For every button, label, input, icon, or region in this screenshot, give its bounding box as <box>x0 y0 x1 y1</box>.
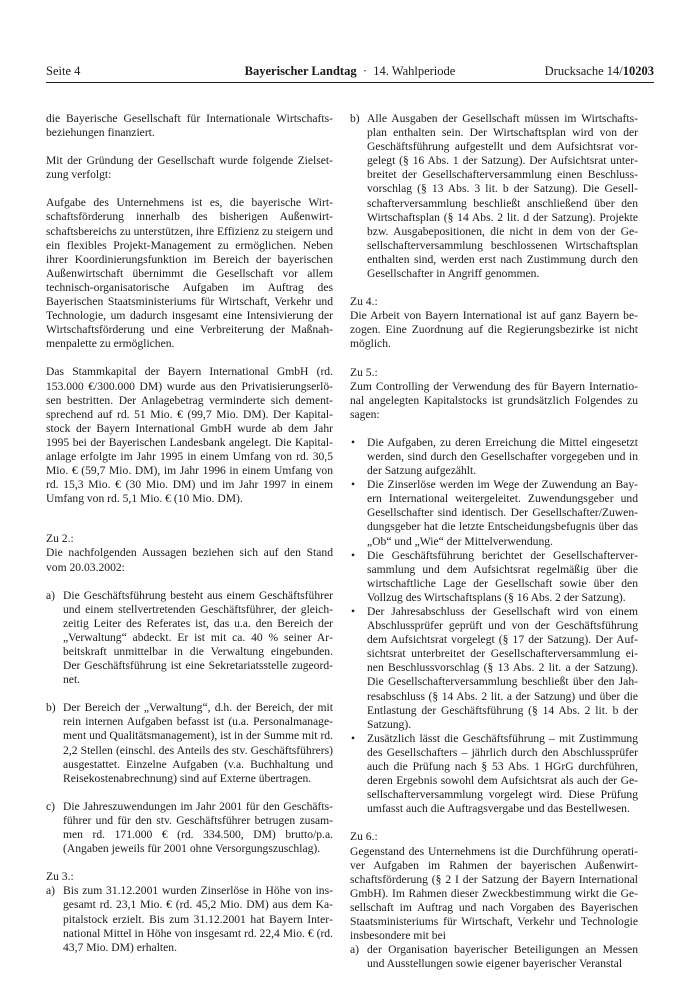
list-item-b <box>46 701 333 786</box>
list-text: Die Jahreszuwendungen im Jahr 2001 für den Geschäftsführer und für den stv. Geschäftsführer betrugen zusammen rd. 171.000 € (rd. 334.500, DM) brutto/p.a. (Angaben jeweils für 2001 ohne Versorgungszuschlag). <box>63 799 333 856</box>
list-label: a) <box>350 943 360 957</box>
bullet-text: Die Geschäftsführung berichtet der Gesellschafterversammlung und dem Aufsichtsrat regelmäßig über die wirtschaftliche Lage der Gesellschaft sowie über den Vollzug des Wirtschaftsplans (§ 16 Abs. 2 der Satzung). <box>367 548 638 604</box>
document-reference <box>545 63 654 79</box>
bullet-item <box>350 549 638 605</box>
heading-zu-3: Zu 3.: <box>46 870 74 884</box>
bullet-text: Zusätzlich lässt die Geschäftsführung – mit Zustimmung des Gesellschafters – jährlich durch den Abschlussprüfer auch die Prüfung nach § 53 Abs. 1 HGrG durchführen, deren Ergebnis sowohl dem Aufsichtsrat als auch der Gesellschafterversammlung vorgelegt wird. Diese Prüfung umfasst auch die Auftragsvergabe und das Bestellwesen. <box>367 731 638 816</box>
bullet-symbol: • <box>351 731 356 745</box>
heading-zu-6: Zu 6.: <box>350 830 378 844</box>
paragraph-purpose: Aufgabe des Unternehmens ist es, die bayerische Wirtschaftsförderung innerhalb des bisherigen Außenwirtschaftsbereichs zu unterstützen, ihre Effizienz zu steigern und ein flexibles Projekt-Management zu ermöglichen. Neben ihrer Koordinierungsfunktion im Bereich der bayerischen Außenwirtschaft übernimmt die Gesellschaft vor allem technisch-organisatorische Aufgaben im Auftrag des Bayerischen Staatsministeriums für Wirtschaft, Verkehr und Technologie, um dadurch insgesamt eine Intensivierung der Wirtschaftsförderung und eine Verbreiterung der Maßnahmenpalette zu ermöglichen. <box>46 196 333 351</box>
bullet-symbol: • <box>351 435 356 449</box>
header-separator: · <box>362 64 367 78</box>
list-label: a) <box>46 588 56 602</box>
bullet-text: Die Zinserlöse werden im Wege der Zuwendung an Bayern International weitergeleitet. Zuwendungsgeber und Gesellschafter sind identisch. Der Gesellschafter/Zuwendungsgeber hat die letzte Entscheidungsbefugnis über das „Ob“ und „Wie“ der Mittelverwendung. <box>367 478 638 548</box>
publisher-name: Bayerischer Landtag <box>244 64 357 78</box>
paragraph-goal-intro: Mit der Gründung der Gesellschaft wurde folgende Zielsetzung verfolgt: <box>46 154 333 182</box>
heading-zu-2: Zu 2.: <box>46 532 74 546</box>
paragraph-capital: Das Stammkapital der Bayern International GmbH (rd. 153.000 €/300.000 DM) wurde aus den Privatisierungserlösen bestritten. Der Anlagebetrag verminderte sich dementsprechend auf rd. 51 Mio. € (99,7 Mio. DM). Der Kapitalstock der Bayern International GmbH wurde ab dem Jahr 1995 bei der Bayerischen Landesbank angelegt. Die Kapitalanlage erfolgte im Jahr 1995 in einem Umfang von rd. 30,5 Mio. € (59,7 Mio. DM), im Jahr 1996 in einem Umfang von rd. 15,3 Mio. € (30 Mio. DM) und im Jahr 1997 in einem Umfang von rd. 5,1 Mio. € (10 Mio. DM). <box>46 365 333 506</box>
bullet-symbol: • <box>351 605 356 618</box>
paragraph-intro: die Bayerische Gesellschaft für Internationale Wirtschaftsbeziehungen finanziert. <box>46 112 333 140</box>
list-text: Die Geschäftsführung besteht aus einem Geschäftsführer und einem stellvertretenden Geschäftsführer, der gleichzeitig Leiter des Referates ist, das u.a. den Bereich der „Verwaltung“ abdeckt. Er ist mit ca. 40 % seiner Arbeitskraft unmittelbar in die Verwaltung eingebunden. Der Geschäftsführung ist eine Sekretariatsstelle zugeordnet. <box>63 588 333 687</box>
document-prefix: Drucksache 14/ <box>544 64 623 78</box>
list-text: Alle Ausgaben der Gesellschaft müssen im Wirtschaftsplan enthalten sein. Der Wirtschaftsplan wird von der Geschäftsführung aufgestellt und dem Aufsichtsrat vorgelegt (§ 16 Abs. 1 der Satzung). Der Aufsichtsrat unterbreitet der Gesellschafterversammlung einen Beschlussvorschlag (§ 13 Abs. 3 lit. b der Satzung). Die Gesellschafterversammlung beschließt anschließend über den Wirtschaftsplan (§ 14 Abs. 2 lit. d der Satzung). Projekte bzw. Ausgabepositionen, die nicht in dem von der Gesellschafterversammlung beschlossenen Wirtschaftsplan enthalten sind, werden erst nach Zustimmung durch den Gesellschafter in Angriff genommen. <box>367 112 638 281</box>
bullet-text: Der Jahresabschluss der Gesellschaft wird von einem Abschlussprüfer geprüft und von der Geschäftsführung dem Aufsichtsrat vorgelegt (§ 17 der Satzung). Der Aufsichtsrat unterbreitet der Gesellschafterversammlung einen Beschlussvorschlag (§ 13 Abs. 2 lit. a der Satzung). Die Gesellschafterversammlung beschließt über den Jahresabschluss (§ 14 Abs. 2 lit. a der Satzung) und über die Entlastung der Geschäftsführung (§ 14 Abs. 2 lit. b der Satzung). <box>367 605 638 731</box>
paragraph-zu-4: Die Arbeit von Bayern International ist auf ganz Bayern bezogen. Eine Zuordnung auf die Regierungsbezirke ist nicht möglich. <box>350 309 638 351</box>
list-label: b) <box>46 701 56 715</box>
page-header <box>46 63 654 81</box>
paragraph-zu-5-intro: Zum Controlling der Verwendung des für Bayern International angelegten Kapitalstocks ist grundsätzlich Folgendes zu sagen: <box>350 379 638 421</box>
list-text: Bis zum 31.12.2001 wurden Zinserlöse in Höhe von insgesamt rd. 23,1 Mio. € (rd. 45,2 Mio. DM) aus dem Kapitalstock erzielt. Bis zum 31.12.2001 hat Bayern International Mittel in Höhe von insgesamt rd. 22,4 Mio. € (rd. 43,7 Mio. DM) erhalten. <box>63 884 333 954</box>
bullet-item <box>350 436 638 478</box>
heading-zu-5: Zu 5.: <box>350 365 378 379</box>
bullet-symbol: • <box>351 478 356 492</box>
list-item-zu3-a <box>46 884 333 954</box>
bullet-item <box>350 478 638 548</box>
list-label: c) <box>46 799 56 813</box>
list-item-c <box>46 800 333 856</box>
left-column <box>46 112 333 955</box>
heading-zu-4: Zu 4.: <box>350 295 378 309</box>
list-item-a <box>46 589 333 688</box>
right-column <box>350 112 638 971</box>
list-text: der Organisation bayerischer Beteiligungen an Messen und Ausstellungen sowie eigener bayerischer Veranstal <box>367 943 638 971</box>
list-label: a) <box>46 884 56 898</box>
bullet-item <box>350 732 638 817</box>
paragraph-zu-6: Gegenstand des Unternehmens ist die Durchführung operativer Aufgaben im Rahmen der bayerischen Außenwirtschaftsförderung (§ 2 I der Satzung der Bayern International GmbH). Im Rahmen dieser Zweckbestimmung wirkt die Gesellschaft im Auftrag und nach Vorgaben des Bayerischen Staatsministeriums für Wirtschaft, Verkehr und Technologie insbesondere mit bei <box>350 844 638 943</box>
list-text: Der Bereich der „Verwaltung“, d.h. der Bereich, der mit rein internen Aufgaben befasst ist (u.a. Personalmanagement und Qualitätsmanagement), ist in der Summe mit rd. 2,2 Stellen (einschl. des Anteils des stv. Geschäftsführers) ausgestattet. Einzelne Aufgaben (v.a. Buchhaltung und Reisekostenabrechnung) sind auf Externe übertragen. <box>63 701 333 785</box>
list-item-zu3-b <box>350 112 638 281</box>
page-number: Seite 4 <box>46 64 81 78</box>
bullet-item <box>350 605 638 732</box>
bullet-text: Die Aufgaben, zu deren Erreichung die Mittel eingesetzt werden, sind durch den Gesellschafter vorgegeben und in der Satzung aufgezählt. <box>367 435 638 478</box>
bullet-symbol: • <box>351 548 356 562</box>
document-number: 10203 <box>622 64 654 78</box>
paragraph-zu-2-intro: Die nachfolgenden Aussagen beziehen sich auf den Stand vom 20.03.2002: <box>46 546 333 574</box>
list-label: b) <box>350 112 360 125</box>
list-item-zu6-a <box>350 943 638 971</box>
header-rule <box>46 82 654 83</box>
legislative-period: 14. Wahlperiode <box>373 64 456 78</box>
